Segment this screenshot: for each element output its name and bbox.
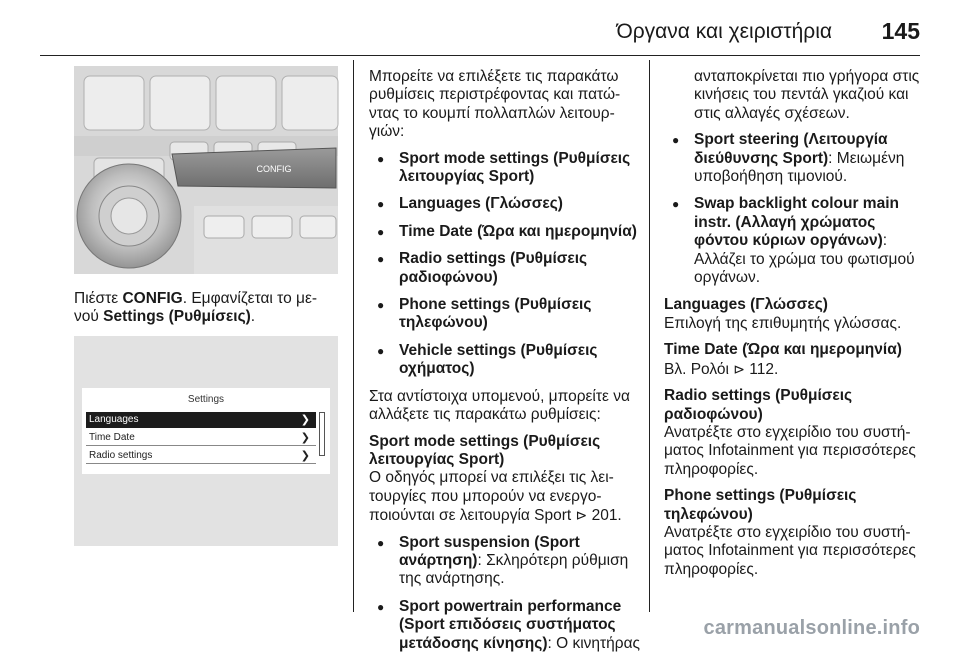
settings-scrollbar [319,412,325,456]
list-item: ● Vehicle settings (Ρυθμίσεις οχήματος) [369,342,641,379]
page-number: 145 [881,18,920,44]
time-text: Βλ. Ρολόι ⊳ 112. [664,360,779,378]
list-item: ● Radio settings (Ρυθμίσεις ραδιοφώνου) [369,250,641,287]
config-button-label: CONFIG [256,164,292,174]
settings-menu-label: Settings (Ρυθμίσεις) [103,308,251,326]
sport-options-list [369,534,641,653]
chevron-right-icon: ❯ [300,432,310,444]
list-item: ● Phone settings (Ρυθμίσεις τηλεφώνου) [369,296,641,333]
column-divider-1 [353,60,354,612]
list-item: ● Time Date (Ώρα και ημερομηνία) [369,223,641,241]
phone-heading: Phone settings (Ρυθμίσεις τηλεφώνου) [664,487,857,523]
settings-row-time-date: Time Date ❯ [86,430,316,446]
list-item: ● Sport mode settings (Ρυθμίσεις λειτουργίας Sport) [369,150,641,187]
settings-screen-illustration [74,336,338,546]
list-item: ● Sport suspension (Sport ανάρτηση): Σκληρότερη ρύθμιση της ανάρτησης. [369,534,641,589]
phone-text: Ανατρέξτε στο εγχειρίδιο του συστή‑ ματος Infotainment για περισσότερες πληροφορίες. [664,523,916,578]
radio-text: Ανατρέξτε στο εγχειρίδιο του συστή‑ ματος Infotainment για περισσότερες πληροφορίες. [664,423,916,478]
radio-heading: Radio settings (Ρυθμίσεις ραδιοφώνου) [664,387,853,423]
languages-heading: Languages (Γλώσσες) [664,296,828,314]
settings-display-title: Settings [187,394,225,405]
config-label: CONFIG [122,290,183,307]
column-divider-2 [649,60,650,612]
list-item: ● Swap backlight colour main instr. (Αλλαγή χρώματος φόντου κύριων οργάνων): Αλλάζει το χρώμα του φωτισμού οργάνων. [664,195,930,287]
list-item: ● Sport steering (Λειτουργία διεύθυνσης Sport): Μειωμένη υποβοήθηση τιμονιού. [664,131,930,186]
right-column [664,68,930,587]
watermark: carmanualsonline.info [703,617,920,639]
header-rule [40,55,920,56]
page-ref-icon: ⊳ [733,360,745,377]
page-header-title: Όργανα και χειριστήρια [616,20,832,43]
chevron-right-icon: ❯ [300,450,310,462]
page-ref-icon: ⊳ [575,507,588,524]
settings-menu-list [369,150,641,379]
list-item: ● Sport powertrain performance (Sport επιδόσεις συστήματος μετάδοσης κίνησης): Ο κινητήρας [369,598,641,653]
sport-options-list-continued [664,131,930,287]
time-heading: Time Date (Ώρα και ημερομηνία) [664,341,902,359]
submenu-text: Στα αντίστοιχα υπομενού, μπορείτε να αλλάξετε τις παρακάτω ρυθμίσεις: [369,387,630,424]
left-caption: Πιέστε CONFIG. Εμφανίζεται το με‑ νού Settings (Ρυθμίσεις). [74,290,318,326]
sport-heading: Sport mode settings (Ρυθμίσεις λειτουργίας Sport) [369,432,601,468]
intro-text: Μπορείτε να επιλέξετε τις παρακάτω ρυθμίσεις περιστρέφοντας και πατώ‑ ντας το κουμπί πολλαπλών λειτουρ‑ γιών: [369,68,621,141]
list-item: ● Languages (Γλώσσες) [369,195,641,213]
chevron-right-icon: ❯ [300,414,310,426]
config-button-photo [74,66,338,274]
settings-row-radio-settings: Radio settings ❯ [86,448,316,464]
sport-text: Ο οδηγός μπορεί να επιλέξει τις λει‑ τουργίες που μπορούν να ενεργο‑ ποιούνται σε λειτουργία Sport ⊳ 201. [369,469,622,525]
settings-display [82,388,330,474]
continuation-text: ανταποκρίνεται πιο γρήγορα στις κινήσεις του πεντάλ γκαζιού και στις αλλαγές σχέσεων. [694,68,920,122]
middle-column [369,68,641,662]
languages-text: Επιλογή της επιθυμητής γλώσσας. [664,314,902,332]
settings-row-languages: Languages ❯ [86,412,316,428]
